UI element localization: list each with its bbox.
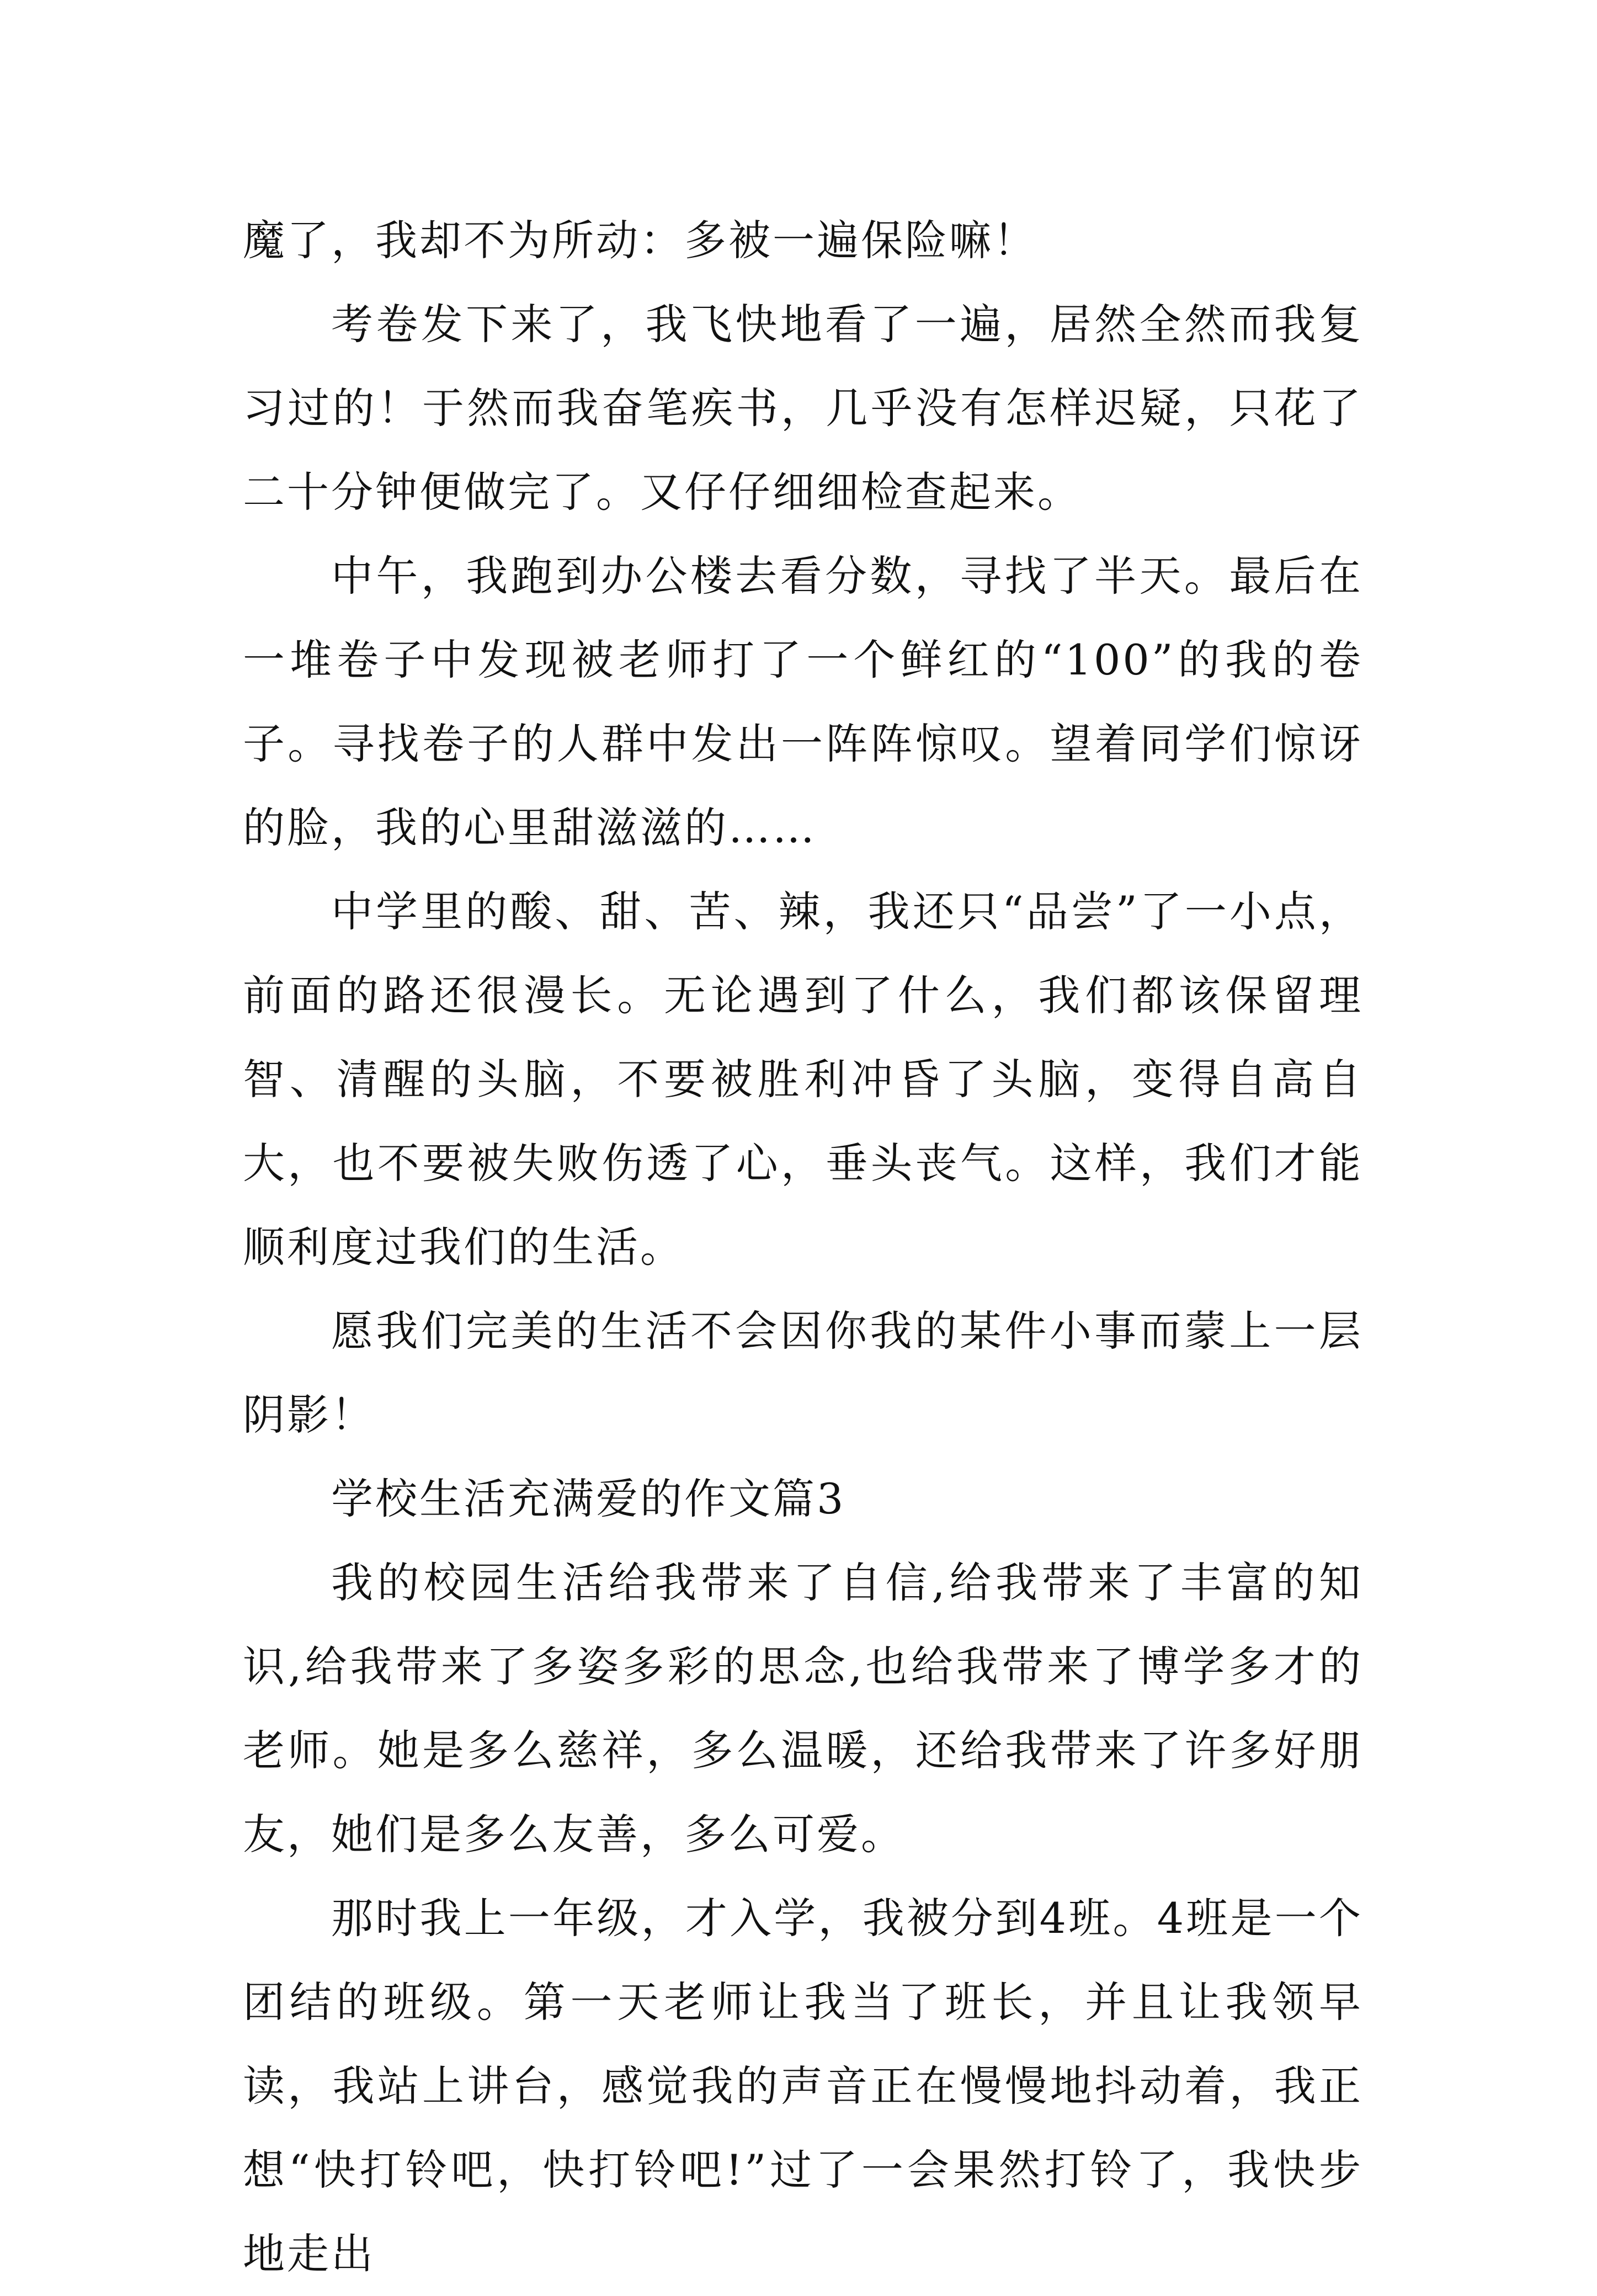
paragraph-5: 愿我们完美的生活不会因你我的某件小事而蒙上一层阴影！ [243,1306,1363,1439]
document-body [243,199,1363,2296]
paragraph-1: 魔了，我却不为所动：多被一遍保险嘛！ [243,216,1037,265]
paragraph-4: 中学里的酸、甜、苦、辣，我还只“品尝”了一小点，前面的路还很漫长。无论遇到了什么，我们都该保留理智、清醒的头脑，不要被胜利冲昏了头脑，变得自高自大，也不要被失败伤透了心，垂头丧气。这样，我们才能顺利度过我们的生活。 [243,887,1363,1272]
section-paragraph-2: 那时我上一年级，才入学，我被分到4班。4班是一个团结的班级。第一天老师让我当了班长，并且让我领早读，我站上讲台，感觉我的声音正在慢慢地抖动着，我正想“快打铃吧，快打铃吧!”过了一会果然打铃了，我快步地走出 [243,1894,1363,2278]
section-title: 学校生活充满爱的作文篇3 [331,1474,846,1523]
paragraph-3: 中午，我跑到办公楼去看分数，寻找了半天。最后在一堆卷子中发现被老师打了一个鲜红的“100”的我的卷子。寻找卷子的人群中发出一阵阵惊叹。望着同学们惊讶的脸，我的心里甜滋滋的…… [243,551,1363,852]
paragraph-2: 考卷发下来了，我飞快地看了一遍，居然全然而我复习过的！于然而我奋笔疾书，几乎没有怎样迟疑，只花了二十分钟便做完了。又仔仔细细检查起来。 [243,300,1363,517]
section-paragraph-1: 我的校园生活给我带来了自信,给我带来了丰富的知识,给我带来了多姿多彩的思念,也给我带来了博学多才的老师。她是多么慈祥，多么温暖，还给我带来了许多好朋友，她们是多么友善，多么可爱。 [243,1558,1363,1859]
